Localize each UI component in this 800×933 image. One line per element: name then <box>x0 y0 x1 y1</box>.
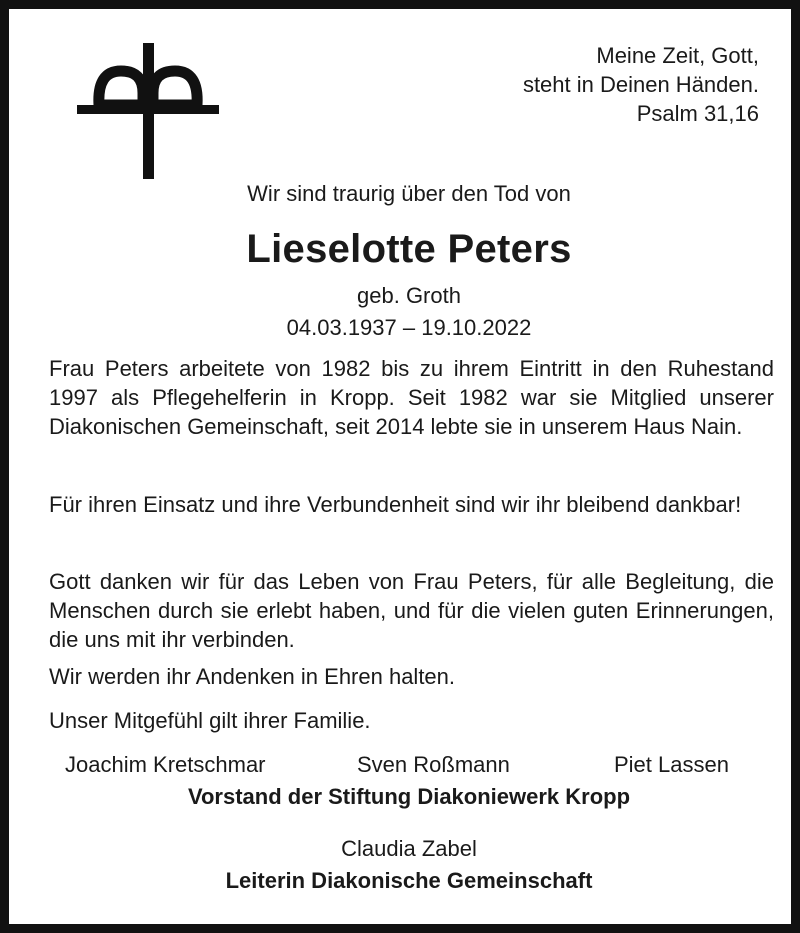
signer-name: Joachim Kretschmar <box>65 752 266 777</box>
deceased-name: Lieselotte Peters <box>246 227 572 271</box>
bible-verse <box>523 41 759 128</box>
paragraph-career: Frau Peters arbeitete von 1982 bis zu ihrem Eintritt in den Ruhestand 1997 als Pflegehelferin in Kropp. Seit 1982 war sie Mitglied unserer Diakonischen Gemeinschaft, seit 2014 lebte sie in unserem Haus Nain. <box>49 356 774 439</box>
paragraph-remembrance: Wir werden ihr Andenken in Ehren halten. <box>49 664 456 689</box>
paragraph-condolence: Unser Mitgefühl gilt ihrer Familie. <box>49 708 371 733</box>
board-signatories <box>9 752 800 781</box>
leader-name: Claudia Zabel <box>341 836 477 861</box>
birth-name: geb. Groth <box>357 283 461 308</box>
verse-line-1: Meine Zeit, Gott, <box>596 43 759 68</box>
life-dates: 04.03.1937 – 19.10.2022 <box>286 315 532 340</box>
leader-title: Leiterin Diakonische Gemeinschaft <box>225 868 593 893</box>
paragraph-gratitude: Für ihren Einsatz und ihre Verbundenheit sind wir ihr bleibend dankbar! <box>49 492 742 517</box>
paragraph-thanks-to-god: Gott danken wir für das Leben von Frau Peters, für alle Begleitung, die Menschen durch sie erlebt haben, und für die vielen guten Erinnerungen, die uns mit ihr verbinden. <box>49 569 774 652</box>
signer-name: Sven Roßmann <box>357 752 510 777</box>
diakonie-cross-icon <box>77 43 219 179</box>
intro-text: Wir sind traurig über den Tod von <box>247 181 571 206</box>
verse-reference: Psalm 31,16 <box>636 101 759 126</box>
board-title: Vorstand der Stiftung Diakoniewerk Kropp <box>187 784 631 809</box>
verse-line-2: steht in Deinen Händen. <box>522 72 759 97</box>
signer-name: Piet Lassen <box>614 752 729 777</box>
